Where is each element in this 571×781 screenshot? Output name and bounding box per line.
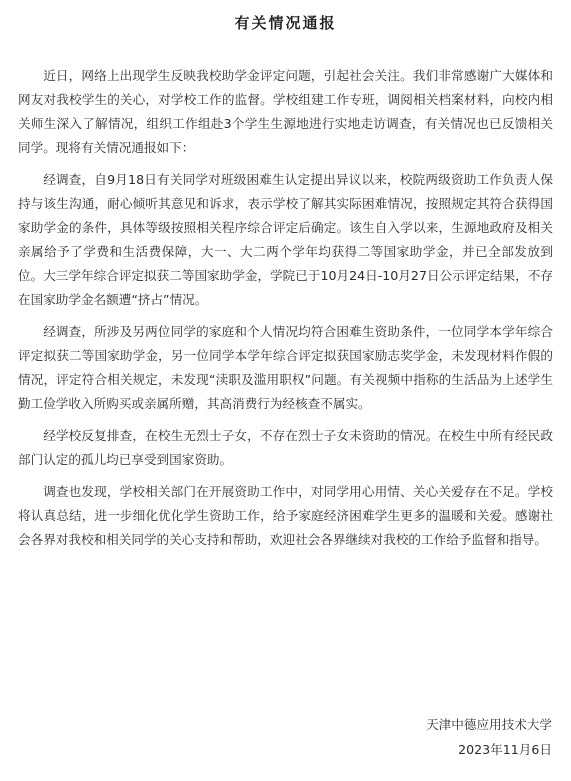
paragraph-conclusion: 调查也发现，学校相关部门在开展资助工作中，对同学用心用情、关心关爱存在不足。学校将认真总结，进一步细化优化学生资助工作，给予家庭经济困难学生更多的温暖和关爱。感谢社会各界对我校和相关同学的关心支持和帮助，欢迎社会各界继续对我校的工作给予监督和指导。 <box>18 484 553 547</box>
signature-organization: 天津中德应用技术大学 <box>426 717 552 732</box>
signature-date: 2023年11月6日 <box>458 742 552 757</box>
paragraph-investigation-2: 经调查，所涉及另两位同学的家庭和个人情况均符合困难生资助条件，一位同学本学年综合评定拟获二等国家助学金，另一位同学本学年综合评定拟获国家励志奖学金，未发现材料作假的情况，评定符合相关规定，未发现“渎职及滥用职权”问题。有关视频中指称的生活品为上述学生勤工俭学收入所购买或亲属所赠，其高消费行为经核查不属实。 <box>18 324 553 411</box>
document-title: 有关情况通报 <box>234 14 337 32</box>
paragraph-investigation-1: 经调查，自9月18日有关同学对班级困难生认定提出异议以来，校院两级资助工作负责人保持与该生沟通，耐心倾听其意见和诉求，表示学校了解其实际困难情况，按照规定其符合获得国家助学金的条件，具体等级按照相关程序综合评定后确定。该生自入学以来，生源地政府及相关亲属给予了学费和生活费保障，大一、大二两个学年均获得二等国家助学金，并已全部发放到位。大三学年综合评定拟获二等国家助学金，学院已于10月24日-10月27日公示评定结果，不存在国家助学金名额遭“挤占”情况。 <box>18 172 553 307</box>
document-body <box>18 64 553 560</box>
paragraph-investigation-3: 经学校反复排查，在校生无烈士子女，不存在烈士子女未资助的情况。在校生中所有经民政部门认定的孤儿均已享受到国家资助。 <box>18 428 553 467</box>
signature-block <box>426 712 552 762</box>
paragraph-intro: 近日，网络上出现学生反映我校助学金评定问题，引起社会关注。我们非常感谢广大媒体和网友对我校学生的关心，对学校工作的监督。学校组建工作专班，调阅相关档案材料，向校内相关师生深入了解情况，组织工作组赴3个学生生源地进行实地走访调查，有关情况也已反馈相关同学。现将有关情况通报如下： <box>18 68 553 155</box>
